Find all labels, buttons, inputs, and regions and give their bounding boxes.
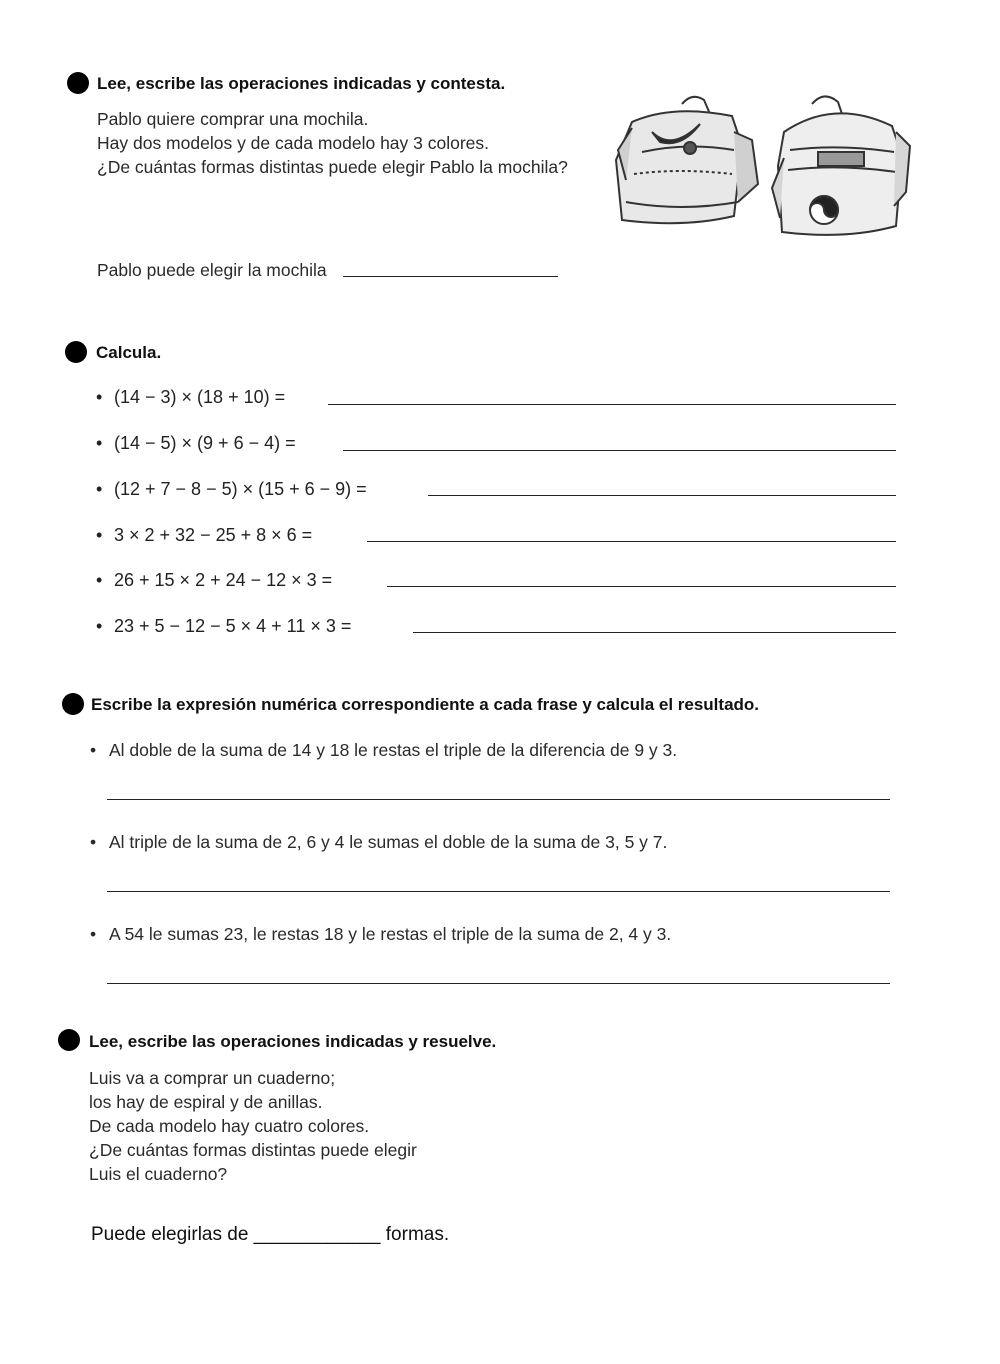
exercise-4-marker [58,1029,80,1051]
phrase-text: Al doble de la suma de 14 y 18 le restas el triple de la diferencia de 9 y 3. [109,740,678,760]
calc-expression: 26 + 15 × 2 + 24 − 12 × 3 = [114,570,333,590]
phrase-text: A 54 le sumas 23, le restas 18 y le restas el triple de la suma de 2, 4 y 3. [109,924,672,944]
bullet: • [90,832,97,852]
exercise-1-title: Lee, escribe las operaciones indicadas y contesta. [97,74,506,93]
bullet: • [90,924,97,944]
bullet: • [96,616,103,636]
phrase-item-2 [90,832,667,853]
calc-item-3 [96,479,367,500]
bullet: • [96,387,103,407]
exercise-1-marker [67,72,89,94]
calc-item-1 [96,387,285,408]
backpack-right [772,96,910,234]
backpacks-illustration [612,92,912,244]
phrase-answer-line-3[interactable] [107,983,890,984]
exercise-1-line-3: ¿De cuántas formas distintas puede elegir Pablo la mochila? [97,157,568,177]
exercise-1-answer-line[interactable] [343,276,558,277]
calc-expression: 23 + 5 − 12 − 5 × 4 + 11 × 3 = [114,616,352,636]
bullet: • [96,570,103,590]
phrase-answer-line-1[interactable] [107,799,890,800]
exercise-3-marker [62,693,84,715]
exercise-1-answer-prefix: Pablo puede elegir la mochila [97,260,327,280]
exercise-4-line-2: los hay de espiral y de anillas. [89,1092,323,1112]
phrase-text: Al triple de la suma de 2, 6 y 4 le sumas el doble de la suma de 3, 5 y 7. [109,832,668,852]
phrase-answer-line-2[interactable] [107,891,890,892]
calc-expression: (12 + 7 − 8 − 5) × (15 + 6 − 9) = [114,479,367,499]
exercise-2-title: Calcula. [96,343,162,362]
exercise-4-title: Lee, escribe las operaciones indicadas y resuelve. [89,1032,497,1051]
phrase-item-1 [90,740,677,761]
calc-answer-line-2[interactable] [343,450,896,451]
exercise-4-answer-blank[interactable]: ____________ [253,1224,381,1245]
exercise-3-title: Escribe la expresión numérica correspondiente a cada frase y calcula el resultado. [91,695,760,714]
calc-answer-line-5[interactable] [387,586,896,587]
calc-expression: (14 − 5) × (9 + 6 − 4) = [114,433,296,453]
calc-item-2 [96,433,296,454]
calc-expression: (14 − 3) × (18 + 10) = [114,387,286,407]
calc-answer-line-4[interactable] [367,541,896,542]
calc-answer-line-3[interactable] [428,495,896,496]
phrase-item-3 [90,924,671,945]
bullet: • [96,525,103,545]
exercise-4-line-1: Luis va a comprar un cuaderno; [89,1068,336,1088]
exercise-4-line-5: Luis el cuaderno? [89,1164,228,1184]
backpack-left [616,97,758,223]
calc-answer-line-1[interactable] [328,404,896,405]
calc-item-6 [96,616,351,637]
calc-expression: 3 × 2 + 32 − 25 + 8 × 6 = [114,525,313,545]
calc-item-4 [96,525,312,546]
exercise-1-line-2: Hay dos modelos y de cada modelo hay 3 colores. [97,133,490,153]
calc-item-5 [96,570,332,591]
exercise-4-answer-prefix: Puede elegirlas de [91,1224,249,1245]
exercise-4-line-4: ¿De cuántas formas distintas puede elegir [89,1140,417,1160]
exercise-1-line-1: Pablo quiere comprar una mochila. [97,109,369,129]
bullet: • [90,740,97,760]
bullet: • [96,479,103,499]
exercise-4-answer-suffix: formas. [385,1224,450,1245]
bullet: • [96,433,103,453]
calc-answer-line-6[interactable] [413,632,896,633]
exercise-2-marker [65,341,87,363]
exercise-4-line-3: De cada modelo hay cuatro colores. [89,1116,370,1136]
exercise-4-answer [91,1224,449,1246]
